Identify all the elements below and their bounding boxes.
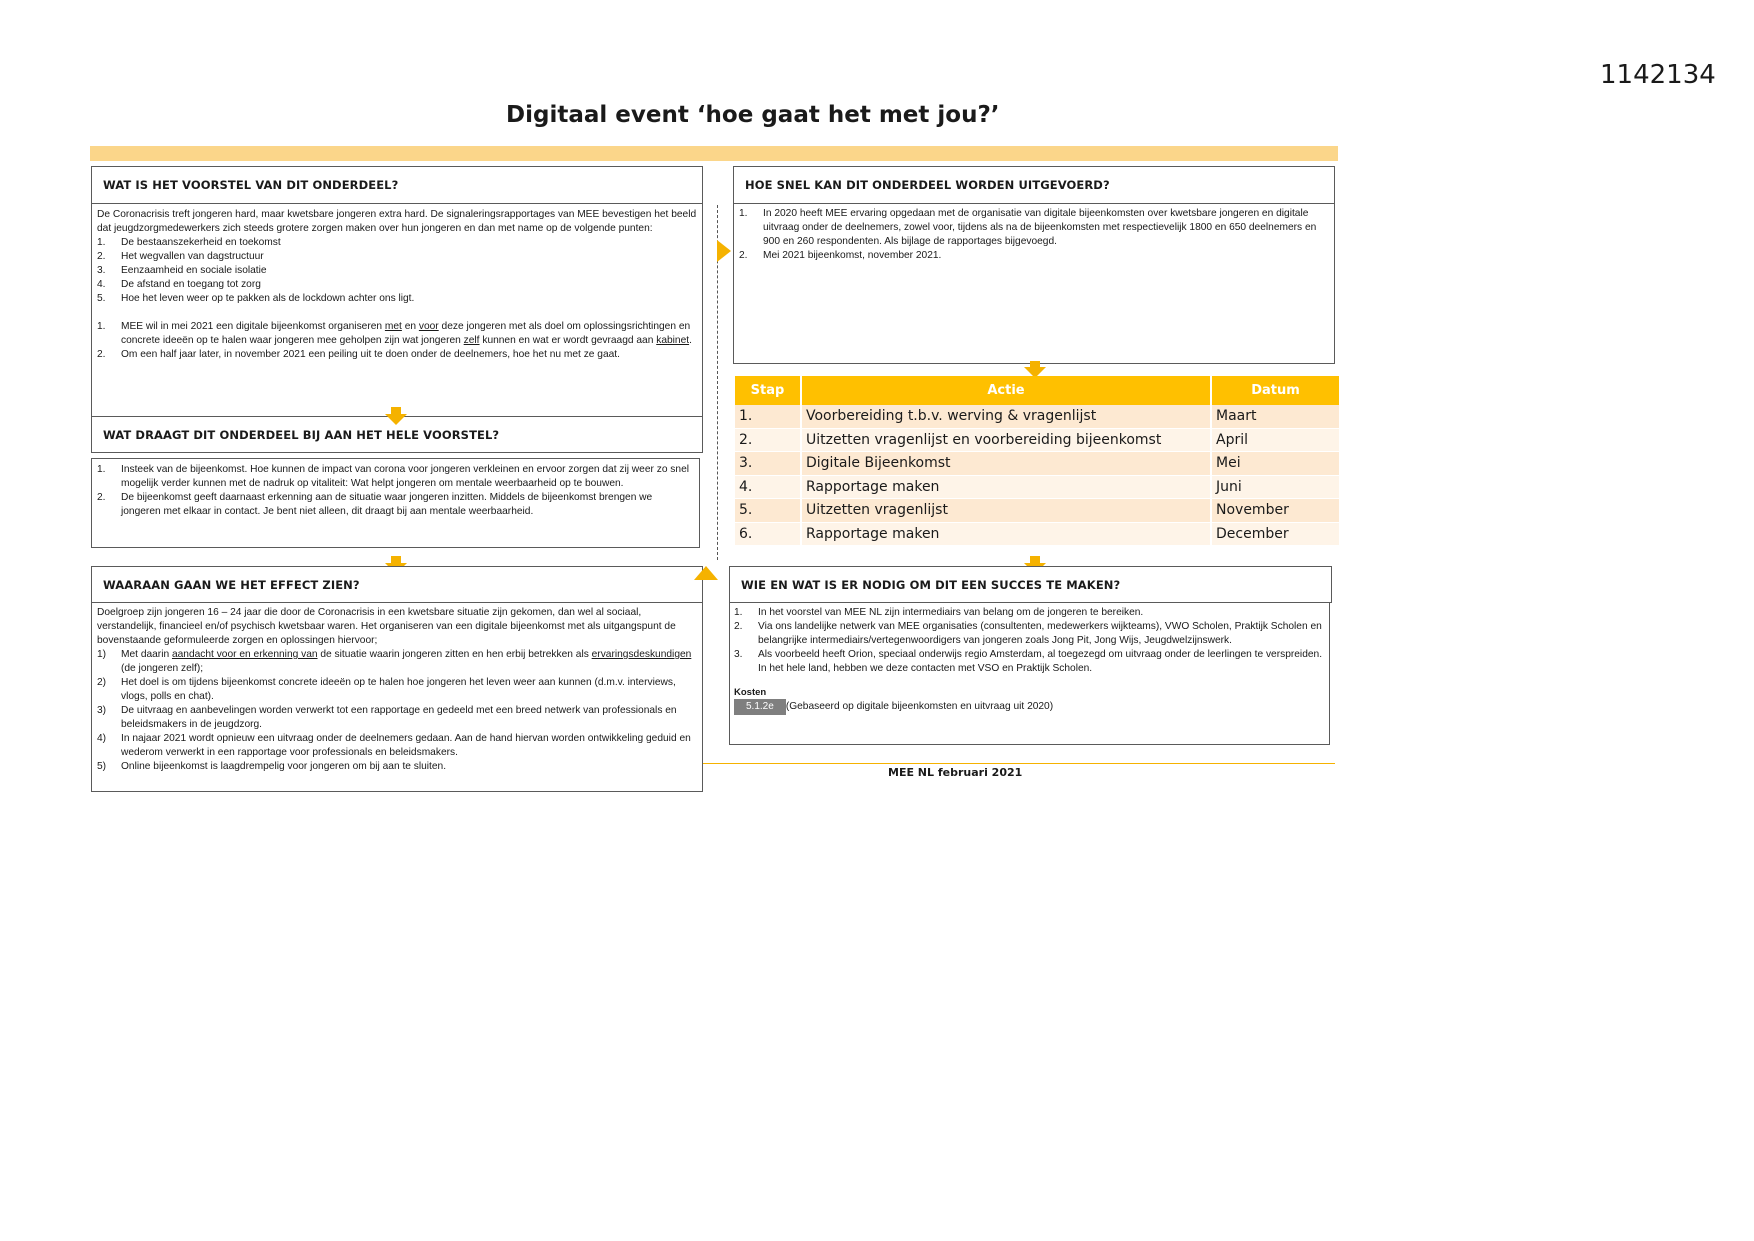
list-item: 2) Het doel is om tijdens bijeenkomst concrete ideeën op te halen hoe jongeren het leven weer aan kunnen (d.m.v. interviews, vlogs, polls en chat). [97, 677, 676, 702]
list-item: 1. In het voorstel van MEE NL zijn intermediairs van belang om de jongeren te bereiken. [734, 607, 1144, 618]
column-header-datum: Datum [1211, 376, 1340, 405]
voorstel-plan-list [97, 320, 697, 362]
voorstel-points-list [97, 236, 697, 306]
table-cell: Uitzetten vragenlijst en voorbereiding bijeenkomst [801, 428, 1211, 452]
list-item: 4. De afstand en toegang tot zorg [97, 279, 261, 290]
table-cell: Juni [1211, 475, 1340, 499]
succes-heading: WIE EN WAT IS ER NODIG OM DIT EEN SUCCES TE MAKEN? [741, 578, 1121, 592]
table-cell: Uitzetten vragenlijst [801, 499, 1211, 523]
table-row [735, 428, 1340, 452]
list-item: 4) In najaar 2021 wordt opnieuw een uitvraag onder de deelnemers gedaan. Aan de hand hiervan worden ontwikkeling geduid en wederom verwerkt in een rapportage voor professionals en beleidsmakers. [97, 733, 691, 758]
uitvoering-list [739, 207, 1329, 263]
list-item: 2. Het wegvallen van dagstructuur [97, 251, 264, 262]
list-item: 3. Als voorbeeld heeft Orion, speciaal onderwijs regio Amsterdam, al toegezegd om uitvraag onder de leerlingen te verspreiden. In het hele land, hebben we deze contacten met VSO en Praktijk Scholen. [734, 649, 1323, 674]
effect-heading-box [91, 566, 703, 603]
table-row [735, 522, 1340, 546]
table-row [735, 499, 1340, 523]
table-cell: April [1211, 428, 1340, 452]
list-item: 1. In 2020 heeft MEE ervaring opgedaan met de organisatie van digitale bijeenkomsten over kwetsbare jongeren en digitale uitvraag onder de deelnemers, zowel voor, tijdens als na de bijeenkomsten met respectievelijk 1800 en 650 deelnemers en 900 en 260 respondenten. Als bijlage de rapportages bijgevoegd. [739, 208, 1317, 247]
table-header-row [735, 376, 1340, 405]
table-cell: 3. [735, 452, 801, 476]
uitvoering-heading-box [733, 166, 1335, 204]
list-item: 1. De bestaanszekerheid en toekomst [97, 237, 281, 248]
table-cell: December [1211, 522, 1340, 546]
list-item: 5) Online bijeenkomst is laagdrempelig voor jongeren om bij aan te sluiten. [97, 761, 447, 772]
bijdrage-content-box [91, 458, 700, 548]
voorstel-content-box [91, 203, 703, 419]
succes-heading-box [729, 566, 1332, 603]
voorstel-heading-box [91, 166, 703, 204]
bijdrage-list [97, 463, 694, 519]
kosten-row [734, 699, 1325, 715]
table-row [735, 452, 1340, 476]
column-header-stap: Stap [735, 376, 801, 405]
succes-list [734, 606, 1325, 676]
table-cell: Digitale Bijeenkomst [801, 452, 1211, 476]
list-item: 3) De uitvraag en aanbevelingen worden verwerkt tot een rapportage en gedeeld met een breed netwerk van professionals en beleidsmakers in de jeugdzorg. [97, 705, 677, 730]
kosten-label: Kosten [734, 687, 767, 698]
effect-intro: Doelgroep zijn jongeren 16 – 24 jaar die door de Coronacrisis in een kwetsbare situatie zijn gekomen, dan wel al sociaal, verstandelijk, financieel en/of psychisch kwetsbaar waren. Het organiseren van een digitale bijeenkomst met als uitgangspunt de bovenstaande geformuleerde zorgen en oplossingen hiervoor; [97, 607, 676, 646]
footer-line [703, 763, 1335, 764]
top-accent-bar [90, 146, 1338, 161]
table-cell: Voorbereiding t.b.v. werving & vragenlijst [801, 405, 1211, 428]
page-title: Digitaal event ‘hoe gaat het met jou?’ [506, 102, 1000, 128]
table-cell: November [1211, 499, 1340, 523]
kosten-note: (Gebaseerd op digitale bijeenkomsten en uitvraag uit 2020) [785, 701, 1054, 712]
table-cell: 6. [735, 522, 801, 546]
list-item: 1. MEE wil in mei 2021 een digitale bijeenkomst organiseren met en voor deze jongeren met als doel om oplossingsrichtingen en concrete ideeën op te halen waar jongeren mee geholpen zijn wat jongeren zelf kunnen en wat er wordt gevraagd aan kabinet. [97, 321, 692, 346]
table-cell: 4. [735, 475, 801, 499]
list-item: 3. Eenzaamheid en sociale isolatie [97, 265, 267, 276]
steps-table [735, 376, 1341, 546]
bijdrage-heading: WAT DRAAGT DIT ONDERDEEL BIJ AAN HET HELE VOORSTEL? [103, 428, 500, 442]
table-cell: Rapportage maken [801, 475, 1211, 499]
list-item: 2. De bijeenkomst geeft daarnaast erkenning aan de situatie waar jongeren inzitten. Middels de bijeenkomst brengen we jongeren met elkaar in contact. Je bent niet alleen, dit draagt bij aan mentale weerbaarheid. [97, 492, 653, 517]
table-cell: Mei [1211, 452, 1340, 476]
table-cell: 1. [735, 405, 801, 428]
list-item: 5. Hoe het leven weer op te pakken als de lockdown achter ons ligt. [97, 293, 415, 304]
uitvoering-heading: HOE SNEL KAN DIT ONDERDEEL WORDEN UITGEVOERD? [745, 178, 1110, 192]
arrow-down-icon [385, 414, 407, 425]
voorstel-intro: De Coronacrisis treft jongeren hard, maar kwetsbare jongeren extra hard. De signaleringsrapportages van MEE bevestigen het beeld dat jeugdzorgmedewerkers zich steeds grotere zorgen maken over hun jongeren en dan met name op de volgende punten: [97, 209, 697, 234]
kosten-value-badge: 5.1.2e [734, 699, 786, 715]
table-cell: 5. [735, 499, 801, 523]
voorstel-heading: WAT IS HET VOORSTEL VAN DIT ONDERDEEL? [103, 178, 399, 192]
list-item: 1) Met daarin aandacht voor en erkenning van de situatie waarin jongeren zitten en hen erbij betrekken als ervaringsdeskundigen (de jongeren zelf); [97, 649, 692, 674]
table-row [735, 405, 1340, 428]
arrow-up-icon [694, 566, 718, 580]
steps-table-wrap [735, 376, 1341, 546]
document-number: 1142134 [1600, 60, 1716, 90]
effect-list [97, 648, 697, 774]
list-item: 2. Mei 2021 bijeenkomst, november 2021. [739, 250, 942, 261]
effect-content-box [91, 602, 703, 792]
column-header-actie: Actie [801, 376, 1211, 405]
uitvoering-content-box [733, 203, 1335, 364]
list-item: 2. Via ons landelijke netwerk van MEE organisaties (consultenten, medewerkers wijkteams), VWO Scholen, Praktijk Scholen en belangrijke intermediairs/vertegenwoordigers van jongeren zoals Jong Pit, Jong Wijs, Jeugdwelzijnswerk. [734, 621, 1322, 646]
table-cell: 2. [735, 428, 801, 452]
list-item: 1. Insteek van de bijeenkomst. Hoe kunnen de impact van corona voor jongeren verkleinen en ervoor zorgen dat zij weer zo snel mogelijk verder kunnen met de nadruk op vitaliteit: Wat helpt jongeren om mentale weerbaarheid op te bouwen. [97, 464, 689, 489]
footer-text: MEE NL februari 2021 [888, 766, 1023, 779]
table-row [735, 475, 1340, 499]
table-cell: Maart [1211, 405, 1340, 428]
list-item: 2. Om een half jaar later, in november 2021 een peiling uit te doen onder de deelnemers, hoe het nu met ze gaat. [97, 349, 620, 360]
succes-content-box [729, 602, 1330, 745]
table-cell: Rapportage maken [801, 522, 1211, 546]
effect-heading: WAARAAN GAAN WE HET EFFECT ZIEN? [103, 578, 360, 592]
arrow-right-icon [717, 240, 731, 262]
